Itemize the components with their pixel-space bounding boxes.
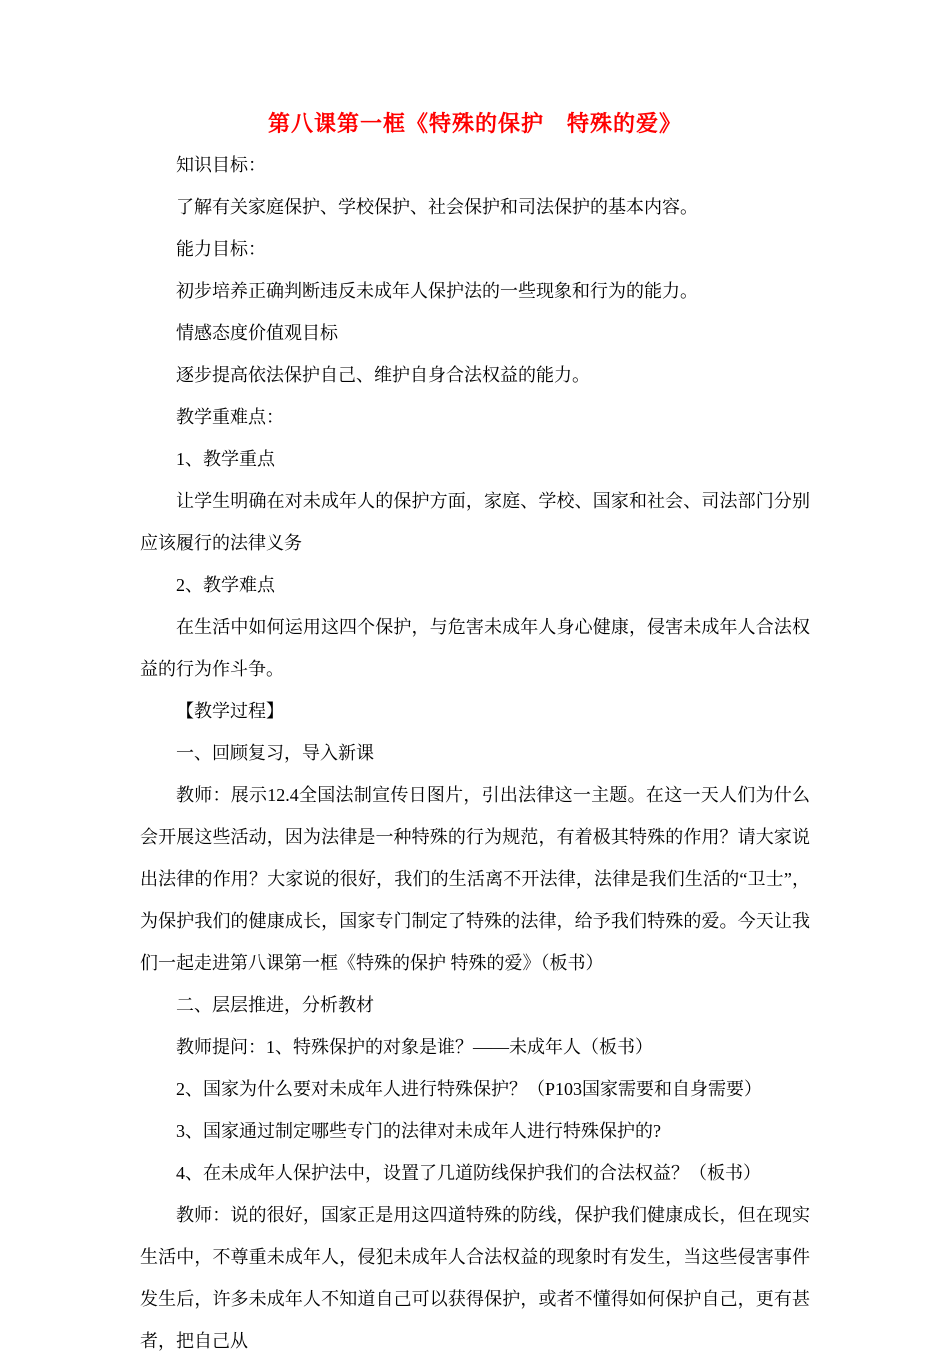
paragraph: 一、回顾复习，导入新课 — [176, 743, 374, 763]
paragraph: 2、教学难点 — [176, 575, 275, 595]
paragraph: 初步培养正确判断违反未成年人保护法的一些现象和行为的能力。 — [176, 281, 698, 301]
paragraph: 教学重难点： — [176, 407, 284, 427]
paragraph: 1、教学重点 — [176, 449, 275, 469]
document-title: 第八课第一框《特殊的保护 特殊的爱》 — [267, 111, 682, 136]
paragraph: 4、在未成年人保护法中，设置了几道防线保护我们的合法权益？（板书） — [176, 1163, 761, 1183]
paragraph: 能力目标： — [176, 239, 266, 259]
paragraph: 在生活中如何运用这四个保护，与危害未成年人身心健康，侵害未成年人合法权益的行为作斗争。 — [140, 617, 810, 679]
document-body — [140, 144, 810, 1362]
paragraph: 逐步提高依法保护自己、维护自身合法权益的能力。 — [176, 365, 590, 385]
paragraph: 了解有关家庭保护、学校保护、社会保护和司法保护的基本内容。 — [176, 197, 698, 217]
paragraph: 2、国家为什么要对未成年人进行特殊保护？（P103国家需要和自身需要） — [176, 1079, 763, 1099]
paragraph: 【教学过程】 — [176, 701, 284, 721]
paragraph: 二、层层推进，分析教材 — [176, 995, 374, 1015]
paragraph: 教师提问：1、特殊保护的对象是谁？——未成年人（板书） — [176, 1037, 653, 1057]
paragraph: 教师：说的很好，国家正是用这四道特殊的防线，保护我们健康成长，但在现实生活中，不尊重未成年人，侵犯未成年人合法权益的现象时有发生，当这些侵害事件发生后，许多未成年人不知道自己可以获得保护，或者不懂得如何保护自己，更有甚者，把自己从 — [140, 1205, 810, 1351]
paragraph: 3、国家通过制定哪些专门的法律对未成年人进行特殊保护的? — [176, 1121, 661, 1141]
paragraph: 教师：展示12.4全国法制宣传日图片，引出法律这一主题。在这一天人们为什么会开展这些活动，因为法律是一种特殊的行为规范，有着极其特殊的作用？请大家说出法律的作用？大家说的很好，我们的生活离不开法律，法律是我们生活的“卫士”，为保护我们的健康成长，国家专门制定了特殊的法律，给予我们特殊的爱。今天让我们一起走进第八课第一框《特殊的保护 特殊的爱》（板书） — [140, 785, 810, 973]
paragraph: 知识目标： — [176, 155, 266, 175]
paragraph: 情感态度价值观目标 — [176, 323, 338, 343]
paragraph: 让学生明确在对未成年人的保护方面，家庭、学校、国家和社会、司法部门分别应该履行的法律义务 — [140, 491, 810, 553]
